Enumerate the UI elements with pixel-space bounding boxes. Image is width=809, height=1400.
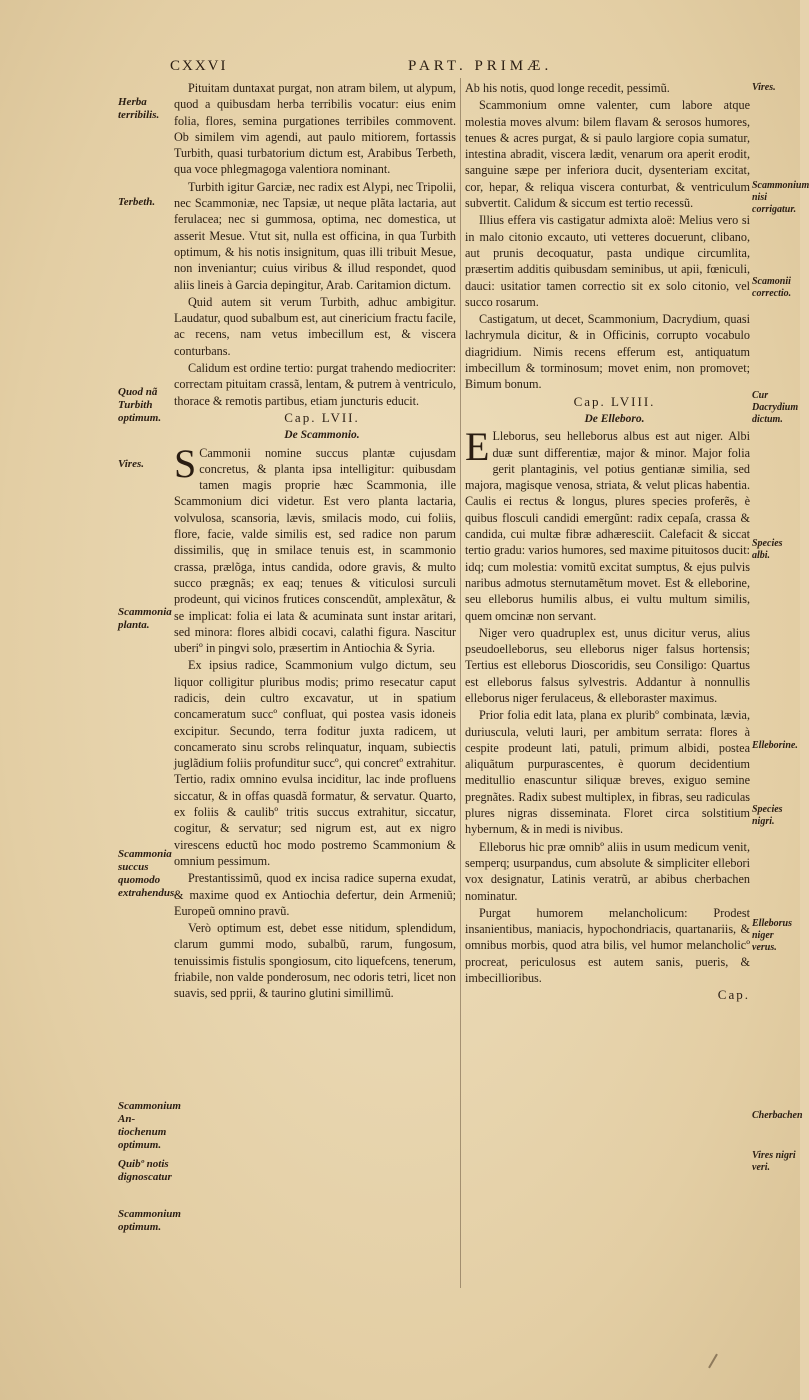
paragraph: Calidum est ordine tertio: purgat trahendo mediocriter: correctam pituitam crassã, lentam, & putrem à ventriculo, thorace & remotis partibus, etiam juncturis educit. bbox=[174, 361, 456, 408]
paragraph: Verò optimum est, debet esse nitidum, splendidum, clarum gummi modo, subalbũ, rarum, fungosum, tenuissimis fistulis spongiosum, cito liquefcens, tenerum, friabile, non valde ponderosum, nec odoris tetri, licet non suavis, sed pprii, & taurino glutini simillimũ. bbox=[174, 921, 456, 1001]
paragraph: Niger vero quadruplex est, unus dicitur verus, alius pseudoelleborus, seu elleborus niger falsus hortensis; Tertius est elleborus Dioscoridis, seu Consiligo: Quartus est elleborus falsus sylvestris. Addantur à nonnullis elleborus niger ferulaceus, & elleboraster maximus. bbox=[465, 625, 750, 705]
folio-number: CXXVI bbox=[170, 58, 228, 74]
margin-note: Terbeth. bbox=[118, 196, 156, 208]
paragraph: Ex ipsius radice, Scammonium vulgo dictum, seu liquor colligitur pluribus modis; primo resecatur caput radicis, dein cultro excavatur, ut in spatium concameratum succº confluat, qui postea vasis idoneis excipitur. Secundo, terra foditur juxta radicem, ut concamerato sinu scrobs relinquatur, inquam, subiectis juglãdium foliis profunditur succº, qui concretº extrahitur. Tertio, radix omnino evulsa inciditur, lac inde profluens siccatur, & in offas quasdã formatur, & servatur. Quarto, ex foliis & caulibº tritis succus extrahitur, siccatur, cogitur, & servatur; sed nigrum est, aut ex nigro virescens eductũ hoc modo postremo Scammonium & omnium pessimum. bbox=[174, 658, 456, 868]
paragraph: Illius effera vis castigatur admixta aloë: Melius vero si in malo citonio excauto, uti vetteres docuerunt, clibano, aut prunis decoquatur, pasta undique circumlita, præsertim additis quibusdam seminibus, ut apii, fœniculi, dauci: usitatior tamen correctio sit ex solo citonio, vel succo rosarum. bbox=[465, 213, 750, 309]
margin-note: Scammonia planta. bbox=[118, 606, 172, 631]
margin-note: Scammonia succus quomodo extrahendus. bbox=[118, 848, 177, 899]
margin-note: Scamonii correctio. bbox=[752, 276, 792, 299]
paragraph: Prestantissimũ, quod ex incisa radice superna exudat, & maxime quod ex Antiochia defertur, dein Armeniũ; Europeũ omnino pravũ. bbox=[174, 871, 456, 918]
column-divider bbox=[460, 78, 461, 1288]
margin-note: Quibº notis dignoscatur bbox=[118, 1158, 172, 1183]
ink-mark bbox=[708, 1354, 718, 1369]
page-header bbox=[170, 58, 790, 82]
margin-note: Herba terribilis. bbox=[118, 96, 160, 121]
drop-cap-initial: S bbox=[174, 440, 197, 486]
paragraph-with-initial bbox=[465, 424, 750, 624]
chapter-title: De Elleboro. bbox=[584, 412, 645, 425]
paragraph-with-initial bbox=[174, 440, 456, 657]
margin-note: Scammonium optimum. bbox=[118, 1208, 181, 1233]
drop-cap-initial: E bbox=[465, 424, 490, 470]
margin-note: Vires. bbox=[752, 82, 776, 93]
paragraph: Prior folia edit lata, plana ex pluribº combinata, lævia, duriuscula, veluti lauri, per ambitum serrata: flores à cespite prodeunt lati, patuli, primum albidi, postea aliquãtum purpurascentes, è quorum decidentium meditullio enascuntur siliquæ breves, exiguo semine pregnãtes. Radix subest multiplex, in fibras, seu radiculas plures nigras disseminata. Floret circa solstitium hybernum, & in medi is nivibus. bbox=[465, 708, 750, 837]
chapter-title: De Scammonio. bbox=[284, 429, 360, 442]
paragraph: Purgat humorem melancholicum: Prodest insanientibus, maniacis, hypochondriacis, quartanariis, & omnibus morbis, quod atra bilis, vel humor melancholicº procreat, periculosus est autem sanis, pueris, & imbecillioribus. bbox=[465, 905, 750, 986]
margin-note: Vires nigri veri. bbox=[752, 1150, 796, 1173]
left-column bbox=[174, 80, 456, 1003]
margin-note: Quod nã Turbith optimum. bbox=[118, 386, 162, 424]
running-title: PART. PRIMÆ. bbox=[408, 58, 553, 74]
margin-note: Species nigri. bbox=[752, 804, 783, 827]
paragraph: Ab his notis, quod longe recedit, pessimũ. bbox=[465, 81, 670, 95]
chapter-heading: Cap. LVII. bbox=[284, 409, 360, 425]
margin-note: Elleborine. bbox=[752, 740, 798, 751]
paragraph-text: Lleborus, seu helleborus albus est aut niger. Albi duæ sunt differentiæ, major & minor. Major folia gerit plantaginis, vel potius gentianæ similia, sed majora, magisque venosa, striata, & velut plicas habentia. Caulis ei rectus & longus, plures species proferẽs, è quibus flosculi candidi emergũnt: radix cepaſa, crassa & candida, cui multæ fibræ adhæresciit. Calefacit & siccat tertio gradu: varios humores, sed maxime pituitosos ducit: idq; cum molestia: vomitũ excitat sumptus, & ejus pulvis naribus admotus sternutamẽtum movet. Est & elleborine, seu elleborus humilis albus, ei vultu multum similis, quem omcinæ non servant. bbox=[465, 429, 750, 623]
chapter-heading: Cap. LVIII. bbox=[573, 393, 656, 409]
paragraph: Elleborus hic præ omnibº aliis in usum medicum venit, semperq; usurpandus, cum absolute & simpliciter ellebori vox designatur, Latinis veratrũ, ar abibus cherbachen nominatur. bbox=[465, 839, 750, 903]
margin-note: Species albi. bbox=[752, 538, 783, 561]
margin-note: Cherbachen bbox=[752, 1110, 803, 1121]
margin-note: Scammonium nisi corrigatur. bbox=[752, 180, 809, 215]
paragraph: Quid autem sit verum Turbith, adhuc ambigitur. Laudatur, quod subalbum est, aut cinericium fractu facile, ac recens, nam vetus imbecillum est, & viscera conturbans. bbox=[174, 294, 456, 358]
margin-note: Elleborus niger verus. bbox=[752, 918, 793, 953]
margin-note: Scammonium An- tiochenum optimum. bbox=[118, 1100, 181, 1151]
paragraph: Castigatum, ut decet, Scammonium, Dacrydium, quasi lachrymula dicitur, & in Officinis, corrupto vocabulo diagridium. Nimis recens efferum est, antiquatum imbecillum & torminosum; movet enim, non promovet; Bimum bonum. bbox=[465, 312, 750, 392]
catchword: Cap. bbox=[717, 987, 750, 1003]
right-column bbox=[465, 80, 750, 1005]
paragraph-text: Cammonii nomine succus plantæ cujusdam concretus, & planta ipsa intelligitur: quibusdam tamen magis proprie hæc Scammonia, ille Scammonium dici videtur. Est vero planta lactaria, volvulosa, scansoria, lævis, smilacis modo, cui foliis, flore, facie, valde similis est, sed radice non parum dissimilis, quę in smilace tenuis est, in scammonio crassa, prælõga, intus candida, odore gravis, & multo succo prægnãs; ex eaq; tenues & viticulosi surculi prodeunt, qui vicinos frutices conscendũt, amplexãtur, & se implicat: folia ei lata & acuminata sunt instar aritari, sed minora: flores albidi cocavi, calathi figura. Nascitur uberiº in pingvi solo, præsertim in Antiochia & Syria. bbox=[174, 445, 456, 656]
paragraph: Scammonium omne valenter, cum labore atque molestia moves alvum: bilem flavam & serosos humores, tenues & acres purgat, & si paulo largiore copia sumatur, intestina abradit, viscera lædit, venarum ora aperit erodit, sanguine sæpe per inferiora ducit, dysenteriam excitat, cor, hepar, & reliqua viscera conturbat, & ventriculum subvertit. Calidum & siccum est tertio recessũ. bbox=[465, 98, 750, 211]
margin-note: Vires. bbox=[118, 458, 144, 470]
margin-note: Cur Dacrydium dictum. bbox=[752, 390, 799, 425]
paragraph: Pituitam duntaxat purgat, non atram bilem, ut alypum, quod a quibusdam herba terribilis vocatur: eius enim folia, flores, semina purgationes terribiles commovent. Ob similem vim agendi, aut paulo mitiorem, fortassis Turbith, quasi turbatorium dictum est, Arabibus Terbeth, qua voce phlegmagoga valentiora nominant. bbox=[174, 81, 456, 177]
paragraph: Turbith igitur Garciæ, nec radix est Alypi, nec Tripolii, nec Scammoniæ, nec Tapsiæ, ut neque plãta lactaria, aut ferulacea; nec si gummosa, optima, nec domestica, ut asserit Mesue. Vtut sit, nulla est officina, in qua Turbith optimum, & his notis insignitum, quas illi tribuit Mesue, non inveniantur; cuius viribus & illud respondet, quod aliis lineis à Garcia depingitur, Arab. Caritamion dictum. bbox=[174, 179, 456, 292]
